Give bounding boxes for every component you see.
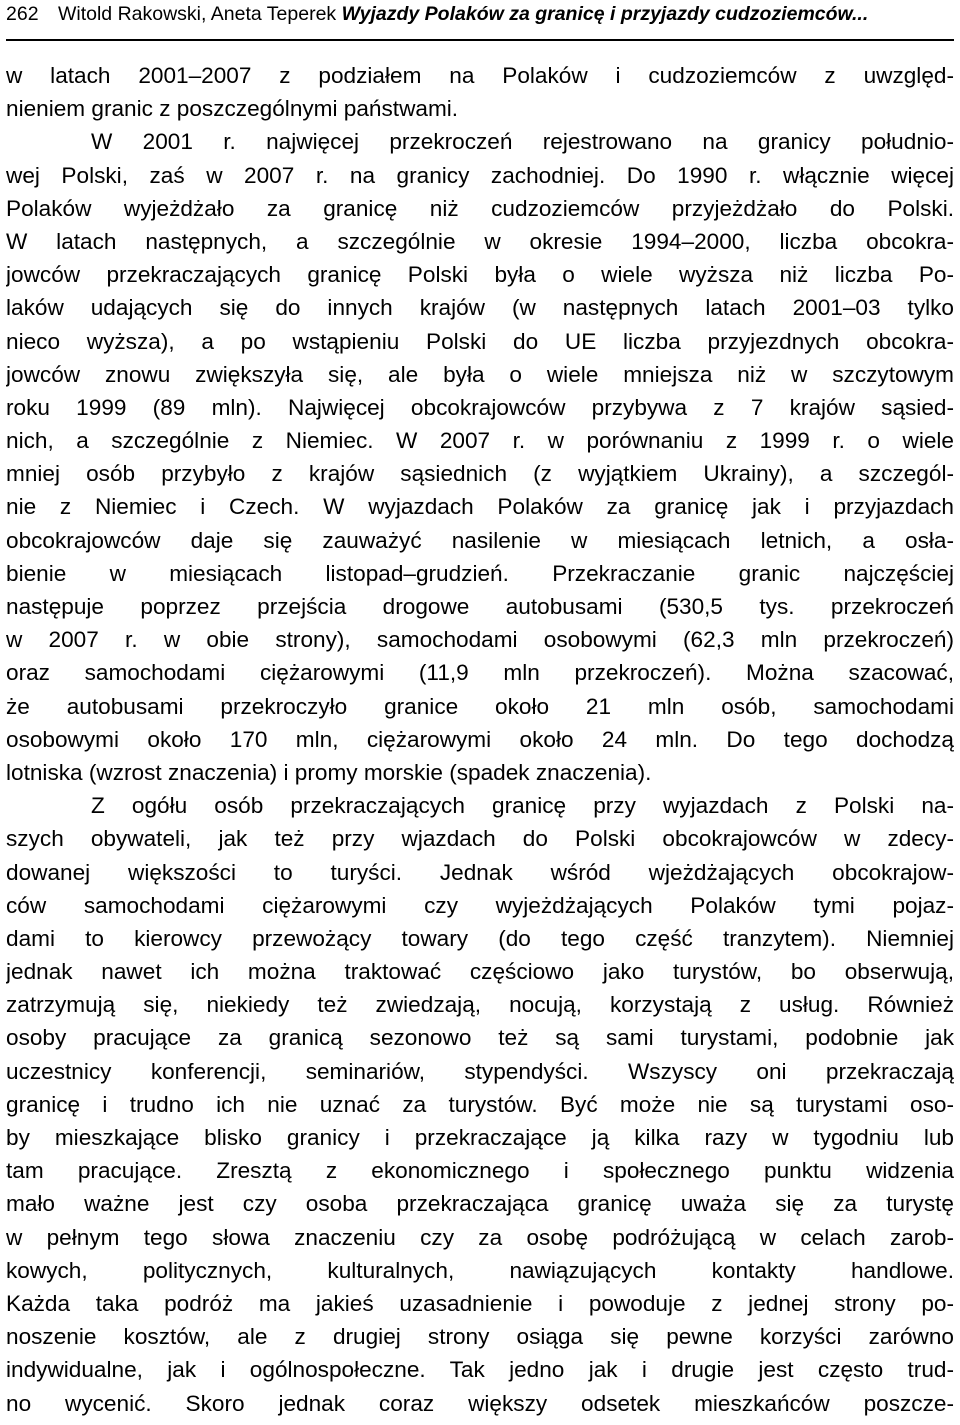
text-line: mniej osób przybyło z krajów sąsiednich (z wyjątkiem Ukrainy), a szczegól- [6,461,954,487]
text-line: roku 1999 (89 mln). Najwięcej obcokrajowców przybywa z 7 krajów sąsied- [6,394,954,420]
text-line: indywidualne, jak i ogólnospołeczne. Tak jedno jak i drugie jest często trud- [6,1357,954,1383]
text-line: zatrzymują się, niekiedy też zwiedzają, nocują, korzystają z usług. Również [6,992,954,1018]
text-line: szych obywateli, jak też przy wjazdach do Polski obcokrajowców w zdecy- [6,826,954,852]
text-line: W 2001 r. najwięcej przekroczeń rejestrowano na granicy południo- [91,129,954,155]
text-line: no wycenić. Skoro jednak coraz większy odsetek mieszkańców poszcze- [6,1390,954,1416]
text-line: bienie w miesiącach listopad–grudzień. Przekraczanie granic najczęściej [6,560,954,586]
text-line: nieco wyższa), a po wstąpieniu Polski do UE liczba przyjezdnych obcokra- [6,328,954,354]
text-line: jowców przekraczających granicę Polski była o wiele wyższa niż liczba Po- [6,262,954,288]
text-line: oraz samochodami ciężarowymi (11,9 mln przekroczeń). Można szacować, [6,660,954,686]
header-rule [6,39,954,41]
text-line: jednak nawet ich można traktować częściowo jako turystów, bo obserwują, [6,959,954,985]
text-line: w latach 2001–2007 z podziałem na Polaków i cudzoziemców z uwzględ- [6,63,954,88]
text-line: Każda taka podróż ma jakieś uzasadnienie i powoduje z jednej strony po- [6,1290,954,1316]
text-line: jowców znowu zwiększyła się, ale była o wiele mniejsza niż w szczytowym [6,361,954,387]
text-line: uczestnicy konferencji, seminariów, stypendyści. Wszyscy oni przekraczają [6,1058,954,1084]
text-line: dowanej większości to turyści. Jednak wśród wjeżdżających obcokrajow- [6,859,954,885]
text-line: nieniem granic z poszczególnymi państwami. [6,96,459,122]
text-line: tam pracujące. Zresztą z ekonomicznego i społecznego punktu widzenia [6,1158,954,1184]
header-title: Wyjazdy Polaków za granicę i przyjazdy cudzoziemców... [341,3,869,25]
text-line: nich, a szczególnie z Niemiec. W 2007 r. w porównaniu z 1999 r. o wiele [6,428,954,454]
text-line: ców samochodami ciężarowymi czy wyjeżdżających Polaków tymi pojaz- [6,892,954,918]
header-authors: Witold Rakowski, Aneta Teperek [57,3,337,25]
text-line: laków udających się do innych krajów (w następnych latach 2001–03 tylko [6,295,954,321]
text-line: że autobusami przekroczyło granice około 21 mln osób, samochodami [6,693,954,719]
text-line: w 2007 r. w obie strony), samochodami osobowymi (62,3 mln przekroczeń) [6,627,954,653]
text-line: osobowymi około 170 mln, ciężarowymi około 24 mln. Do tego dochodzą [6,726,954,752]
text-line: Z ogółu osób przekraczających granicę przy wyjazdach z Polski na- [91,793,954,819]
text-line: W latach następnych, a szczególnie w okresie 1994–2000, liczba obcokra- [6,228,954,254]
text-line: mało ważne jest czy osoba przekraczająca granicę uważa się za turystę [6,1191,954,1217]
text-line: Polaków wyjeżdżało za granicę niż cudzoziemców przyjeżdżało do Polski. [6,195,954,221]
text-line: wej Polski, zaś w 2007 r. na granicy zachodniej. Do 1990 r. włącznie więcej [6,162,954,188]
text-line: noszenie kosztów, ale z drugiej strony osiąga się pewne korzyści zarówno [6,1324,954,1350]
text-line: w pełnym tego słowa znaczeniu czy za osobę podróżującą w celach zarob- [6,1224,954,1250]
text-line: nie z Niemiec i Czech. W wyjazdach Polaków za granicę jak i przyjazdach [6,494,954,520]
text-line: granicę i trudno ich nie uznać za turystów. Być może nie są turystami oso- [6,1091,954,1117]
text-line: by mieszkające blisko granicy i przekraczające ją kilka razy w tygodniu lub [6,1125,954,1150]
text-line: dami to kierowcy przewożący towary (do tego część tranzytem). Niemniej [6,925,954,951]
text-line: obcokrajowców daje się zauważyć nasilenie w miesiącach letnich, a osła- [6,527,954,553]
text-line: następuje poprzez przejścia drogowe autobusami (530,5 tys. przekroczeń [6,594,954,619]
text-line: kowych, politycznych, kulturalnych, nawiązujących kontakty handlowe. [6,1257,954,1283]
body-text [6,59,954,1425]
running-header [6,0,954,32]
text-line: osoby pracujące za granicą sezonowo też są sami turystami, podobnie jak [6,1025,954,1051]
page-number: 262 [6,3,39,25]
text-line: lotniska (wzrost znaczenia) i promy morskie (spadek znaczenia). [6,759,652,785]
